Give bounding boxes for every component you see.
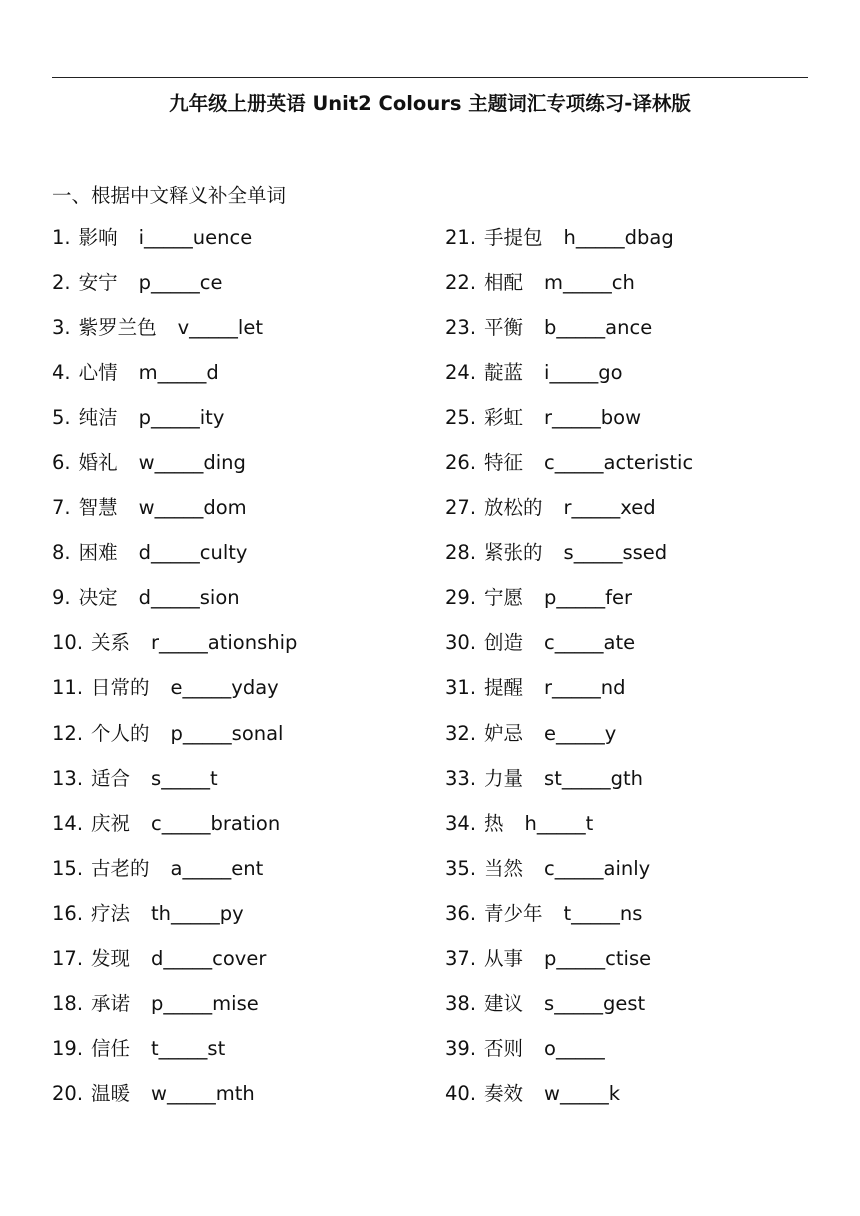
chinese-meaning: 信任 [91,1036,131,1060]
word-blank: w_____ding [138,451,246,475]
exercise-item [52,582,297,627]
item-number: 35. [445,856,477,880]
exercise-item [52,312,297,357]
word-blank: e_____yday [170,676,279,700]
exercise-item [445,988,693,1033]
exercise-item [52,988,297,1033]
item-number: 6. [52,451,71,475]
exercise-item [445,718,693,763]
page-title: 九年级上册英语 Unit2 Colours 主题词汇专项练习-译林版 [169,92,691,115]
exercise-item [52,627,297,672]
chinese-meaning: 关系 [91,631,131,655]
item-number: 17. [52,946,84,970]
word-blank: v_____let [177,316,263,340]
word-blank: s_____gest [544,991,646,1015]
word-blank: m_____d [138,361,219,385]
chinese-meaning: 心情 [78,361,118,385]
exercise-item [52,853,297,898]
item-number: 33. [445,766,477,790]
word-blank: i_____go [544,361,623,385]
exercise-column-left [52,222,297,1123]
chinese-meaning: 青少年 [484,901,543,925]
chinese-meaning: 手提包 [484,226,543,249]
word-blank: w_____mth [151,1081,255,1105]
chinese-meaning: 建议 [484,991,524,1015]
exercise-item [52,222,297,267]
item-number: 7. [52,496,71,520]
exercise-item [445,447,693,492]
item-number: 8. [52,541,71,565]
word-blank: c_____ate [544,631,636,655]
word-blank: p_____sonal [170,721,284,745]
word-blank: h_____t [524,811,594,835]
item-number: 26. [445,451,477,475]
chinese-meaning: 放松的 [484,496,543,520]
word-blank: th_____py [151,901,244,925]
word-blank: t_____st [151,1036,226,1060]
chinese-meaning: 靛蓝 [484,361,524,385]
header-rule [52,77,808,78]
word-blank: w_____k [544,1081,621,1105]
item-number: 34. [445,811,477,835]
word-blank: p_____ce [138,271,223,295]
chinese-meaning: 适合 [91,766,131,790]
item-number: 13. [52,766,84,790]
word-blank: p_____ity [138,406,225,430]
word-blank: t_____ns [563,901,643,925]
chinese-meaning: 相配 [484,271,524,295]
chinese-meaning: 承诺 [91,991,131,1015]
item-number: 9. [52,586,71,610]
exercise-item [445,943,693,988]
chinese-meaning: 热 [484,811,504,835]
exercise-item [445,808,693,853]
exercise-item [445,627,693,672]
chinese-meaning: 安宁 [78,271,118,295]
word-blank: d_____sion [138,586,240,610]
chinese-meaning: 古老的 [91,856,150,880]
exercise-item [52,718,297,763]
item-number: 40. [445,1081,477,1105]
chinese-meaning: 否则 [484,1036,524,1060]
chinese-meaning: 紫罗兰色 [78,316,157,340]
item-number: 38. [445,991,477,1015]
exercise-item [445,402,693,447]
chinese-meaning: 彩虹 [484,406,524,430]
word-blank: b_____ance [544,316,653,340]
word-blank: p_____mise [151,991,259,1015]
word-blank: s_____ssed [563,541,668,565]
item-number: 22. [445,271,477,295]
exercise-item [445,357,693,402]
chinese-meaning: 创造 [484,631,524,655]
exercise-item [52,898,297,943]
exercise-item [445,1078,693,1123]
exercise-item [445,222,693,267]
item-number: 31. [445,676,477,700]
word-blank: e_____y [544,721,617,745]
chinese-meaning: 温暖 [91,1081,131,1105]
word-blank: w_____dom [138,496,247,520]
chinese-meaning: 困难 [78,541,118,565]
item-number: 4. [52,361,71,385]
chinese-meaning: 庆祝 [91,811,131,835]
word-blank: r_____xed [563,496,656,520]
word-blank: p_____ctise [544,946,652,970]
exercise-item [445,853,693,898]
exercise-item [52,1033,297,1078]
item-number: 36. [445,901,477,925]
exercise-item [52,943,297,988]
word-blank: a_____ent [170,856,264,880]
item-number: 16. [52,901,84,925]
exercise-item [52,267,297,312]
exercise-item [445,763,693,808]
word-blank: c_____acteristic [544,451,694,475]
word-blank: m_____ch [544,271,635,295]
word-blank: s_____t [151,766,218,790]
word-blank: r_____nd [544,676,626,700]
item-number: 2. [52,271,71,295]
chinese-meaning: 日常的 [91,676,150,700]
item-number: 30. [445,631,477,655]
item-number: 18. [52,991,84,1015]
word-blank: p_____fer [544,586,633,610]
item-number: 37. [445,946,477,970]
exercise-item [445,672,693,717]
exercise-item [445,312,693,357]
chinese-meaning: 从事 [484,946,524,970]
exercise-item [445,898,693,943]
chinese-meaning: 特征 [484,451,524,475]
chinese-meaning: 奏效 [484,1081,524,1105]
exercise-item [52,1078,297,1123]
item-number: 23. [445,316,477,340]
exercise-item [52,763,297,808]
item-number: 21. [445,226,477,249]
word-blank: r_____ationship [151,631,298,655]
item-number: 25. [445,406,477,430]
chinese-meaning: 个人的 [91,721,150,745]
word-blank: c_____ainly [544,856,651,880]
exercise-item [445,537,693,582]
exercise-item [52,672,297,717]
exercise-item [52,492,297,537]
chinese-meaning: 紧张的 [484,541,543,565]
item-number: 15. [52,856,84,880]
item-number: 12. [52,721,84,745]
item-number: 27. [445,496,477,520]
item-number: 39. [445,1036,477,1060]
item-number: 24. [445,361,477,385]
item-number: 10. [52,631,84,655]
word-blank: d_____culty [138,541,248,565]
exercise-item [52,537,297,582]
chinese-meaning: 平衡 [484,316,524,340]
exercise-item [445,492,693,537]
item-number: 5. [52,406,71,430]
chinese-meaning: 力量 [484,766,524,790]
item-number: 11. [52,676,84,700]
exercise-item [445,582,693,627]
item-number: 1. [52,226,71,249]
section-heading: 一、根据中文释义补全单词 [52,184,287,207]
chinese-meaning: 发现 [91,946,131,970]
word-blank: st_____gth [544,766,643,790]
chinese-meaning: 纯洁 [78,406,118,430]
item-number: 3. [52,316,71,340]
exercise-item [52,447,297,492]
item-number: 20. [52,1081,84,1105]
chinese-meaning: 疗法 [91,901,131,925]
word-blank: o_____ [544,1036,605,1060]
exercise-item [52,402,297,447]
chinese-meaning: 婚礼 [78,451,118,475]
chinese-meaning: 当然 [484,856,524,880]
exercise-column-right [445,222,693,1123]
item-number: 19. [52,1036,84,1060]
chinese-meaning: 智慧 [78,496,118,520]
chinese-meaning: 影响 [78,226,118,249]
word-blank: i_____uence [138,226,253,249]
word-blank: c_____bration [151,811,281,835]
item-number: 32. [445,721,477,745]
chinese-meaning: 决定 [78,586,118,610]
chinese-meaning: 宁愿 [484,586,524,610]
chinese-meaning: 妒忌 [484,721,524,745]
item-number: 14. [52,811,84,835]
exercise-item [52,357,297,402]
word-blank: d_____cover [151,946,267,970]
chinese-meaning: 提醒 [484,676,524,700]
exercise-item [445,1033,693,1078]
exercise-item [52,808,297,853]
exercise-item [445,267,693,312]
item-number: 28. [445,541,477,565]
item-number: 29. [445,586,477,610]
word-blank: r_____bow [544,406,642,430]
word-blank: h_____dbag [563,226,674,249]
